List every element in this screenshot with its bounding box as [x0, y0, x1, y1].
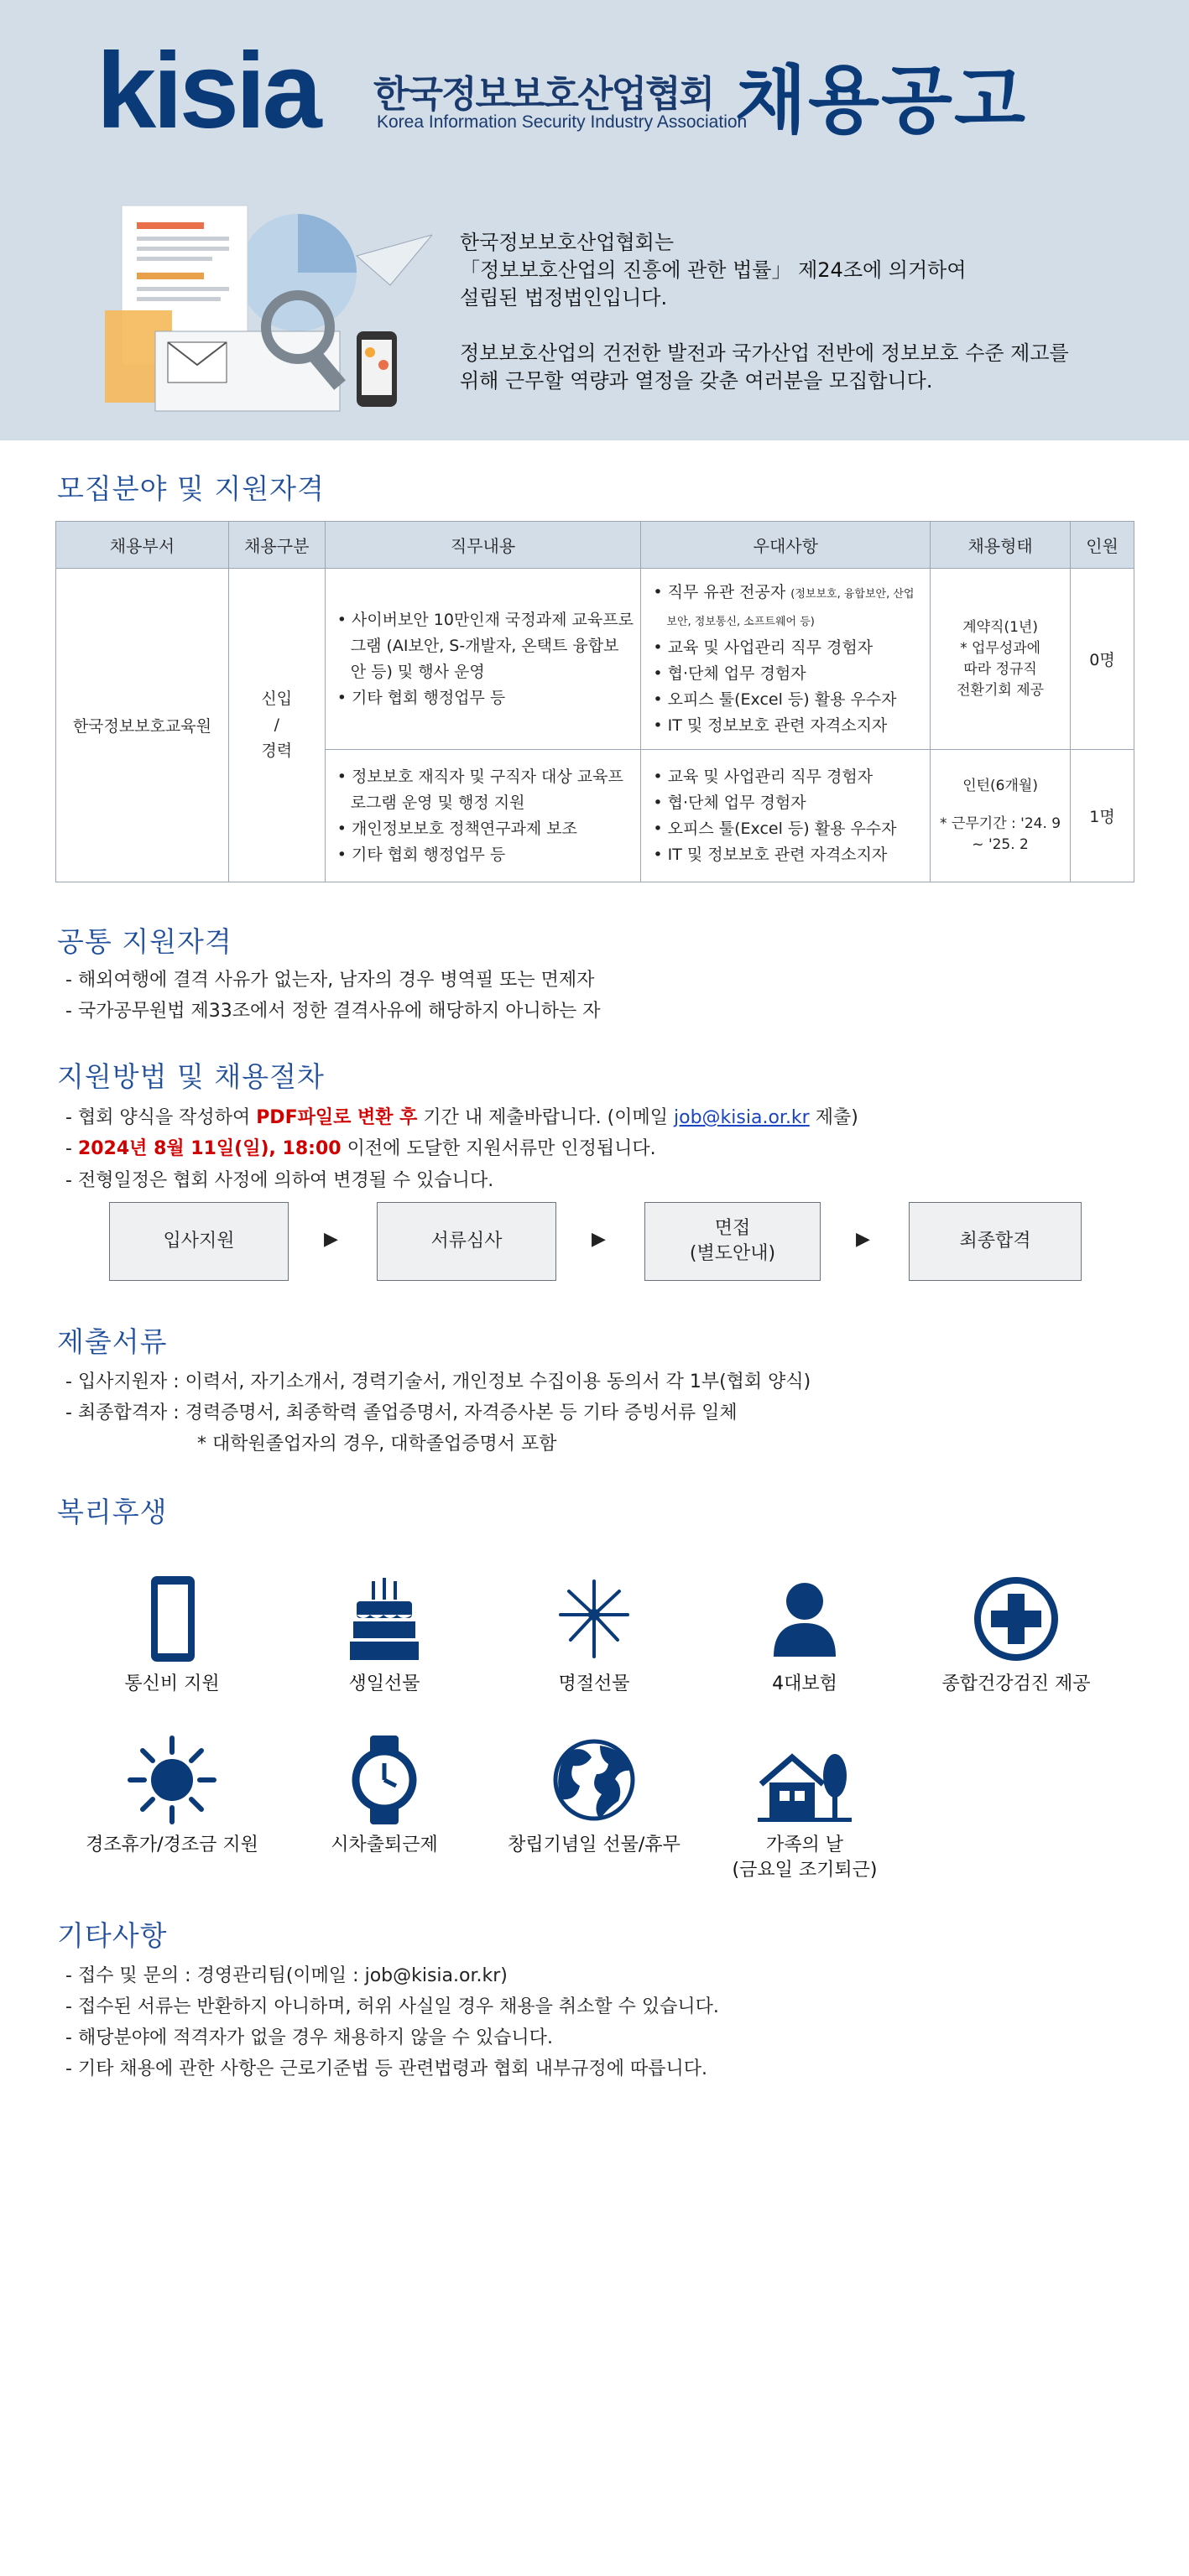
intro-line: 정보보호산업의 건전한 발전과 국가산업 전반에 정보보호 수준 제고를 [460, 341, 1069, 365]
cake-icon [338, 1573, 430, 1665]
list-item: - 접수된 서류는 반환하지 아니하며, 허위 사실일 경우 채용을 취소할 수 있습니다. [65, 1996, 719, 2017]
benefit-label: 통신비 지원 [124, 1673, 220, 1694]
email-link[interactable]: job@kisia.or.kr [674, 1107, 810, 1128]
category-text: 신입 [261, 690, 293, 708]
arrow-right-icon: ▶ [856, 1229, 870, 1250]
list-item: - 국가공무원법 제33조에서 정한 결격사유에 해당하지 아니하는 자 [65, 1001, 601, 1022]
list-item: • 협·단체 업무 경험자 [653, 664, 806, 683]
employment-type-cell: 계약직(1년) * 업무성과에 따라 정규직 전환기회 제공 [931, 569, 1071, 750]
list-item: - 해외여행에 결격 사유가 없는자, 남자의 경우 병역필 또는 면제자 [65, 970, 595, 991]
column-header: 채용부서 [56, 522, 229, 569]
duties-cell [325, 569, 641, 750]
category-text: 경력 [261, 742, 293, 760]
note-text: * 대학원졸업자의 경우, 대학졸업증명서 포함 [197, 1434, 557, 1455]
benefit-label: 경조휴가/경조금 지원 [86, 1834, 258, 1855]
benefit-item [485, 1573, 703, 1697]
section-heading-etc: 기타사항 [57, 1919, 168, 1952]
intro-text [460, 229, 1148, 395]
process-step: 입사지원 [109, 1202, 289, 1281]
benefit-label: 명절선물 [558, 1673, 630, 1694]
benefit-item [63, 1573, 281, 1697]
list-item: - 기타 채용에 관한 사항은 근로기준법 등 관련법령과 협회 내부규정에 따릅니다. [65, 2058, 707, 2079]
section-heading-apply: 지원방법 및 채용절차 [57, 1060, 325, 1093]
department-cell: 한국정보보호교육원 [56, 569, 229, 882]
benefit-label: 종합건강검진 제공 [941, 1673, 1091, 1694]
benefit-label: 4대보험 [772, 1673, 837, 1694]
list-item: - 입사지원자 : 이력서, 자기소개서, 경력기술서, 개인정보 수집이용 동의서 각 1부(협회 양식) [65, 1371, 811, 1392]
list-item: • 협·단체 업무 경험자 [653, 793, 806, 812]
list-item: • 교육 및 사업관리 직무 경험자 [653, 767, 873, 786]
section-heading-benefits: 복리후생 [57, 1496, 168, 1528]
table-row [56, 569, 1134, 750]
list-item: • 기타 협회 행정업무 등 [336, 688, 506, 707]
benefit-item [696, 1573, 914, 1697]
list-item: • 오피스 툴(Excel 등) 활용 우수자 [653, 819, 897, 838]
list-item: - 2024년 8월 11일(일), 18:00 이전에 도달한 지원서류만 인정됩니다. [65, 1138, 656, 1159]
list-item: • 개인정보보호 정책연구과제 보조 [336, 819, 578, 838]
benefit-item [696, 1734, 914, 1883]
arrow-right-icon: ▶ [324, 1229, 338, 1250]
benefit-item [275, 1734, 493, 1858]
intro-line: 한국정보보호산업협회는 [460, 231, 675, 254]
list-item: • IT 및 정보보호 관련 자격소지자 [653, 716, 888, 735]
intro-line: 위해 근무할 역량과 열정을 갖춘 여러분을 모집합니다. [460, 369, 933, 393]
header-banner [0, 0, 1189, 440]
office-illustration-icon [105, 185, 432, 419]
headcount-cell: 1명 [1071, 750, 1134, 882]
column-header: 우대사항 [641, 522, 931, 569]
benefit-label: 창립기념일 선물/휴무 [508, 1834, 681, 1855]
list-item: • 직무 유관 전공자 (정보보호, 융합보안, 산업보안, 정보통신, 소프트웨어 등) [653, 582, 915, 628]
benefit-label: 가족의 날 (금요일 조기퇴근) [732, 1834, 878, 1881]
list-item: • IT 및 정보보호 관련 자격소지자 [653, 845, 888, 864]
section-heading-common: 공통 지원자격 [57, 925, 232, 958]
list-item: • 정보보호 재직자 및 구직자 대상 교육프로그램 운영 및 행정 지원 [336, 767, 623, 812]
phone-icon [126, 1573, 218, 1665]
list-item: - 최종합격자 : 경력증명서, 최종학력 졸업증명서, 자격증사본 등 기타 증빙서류 일체 [65, 1402, 738, 1423]
process-step: 면접 (별도안내) [644, 1202, 821, 1281]
benefit-item [485, 1734, 703, 1858]
list-item: • 교육 및 사업관리 직무 경험자 [653, 637, 873, 657]
benefit-label: 시차출퇴근제 [331, 1834, 438, 1855]
column-header: 채용구분 [228, 522, 325, 569]
preferred-cell [641, 750, 931, 882]
benefit-item [63, 1734, 281, 1858]
duties-cell [325, 750, 641, 882]
column-header: 채용형태 [931, 522, 1071, 569]
process-step: 서류심사 [377, 1202, 556, 1281]
column-header: 인원 [1071, 522, 1134, 569]
sun-icon [122, 1734, 222, 1826]
benefit-item [907, 1573, 1125, 1697]
person-icon [759, 1573, 851, 1665]
benefit-item [275, 1573, 493, 1697]
fireworks-icon [544, 1573, 644, 1665]
intro-line: 「정보보호산업의 진흥에 관한 법률」 제24조에 의거하여 [460, 258, 967, 282]
category-cell [228, 569, 325, 882]
category-text: / [274, 716, 279, 734]
globe-icon [548, 1734, 640, 1826]
employment-type-cell: 인턴(6개월) * 근무기간 : '24. 9 ~ '25. 2 [931, 750, 1071, 882]
recruit-table [55, 521, 1134, 882]
process-step: 최종합격 [909, 1202, 1082, 1281]
table-header-row [56, 522, 1134, 569]
intro-line: 설립된 법정법인입니다. [460, 286, 668, 310]
headcount-cell: 0명 [1071, 569, 1134, 750]
house-icon [754, 1734, 855, 1826]
list-item: - 접수 및 문의 : 경영관리팀(이메일 : job@kisia.or.kr) [65, 1965, 508, 1986]
list-item: - 협회 양식을 작성하여 PDF파일로 변환 후 기간 내 제출바랍니다. (이메일 job@kisia.or.kr 제출) [65, 1107, 858, 1128]
org-name-en: Korea Information Security Industry Association [377, 112, 748, 132]
medical-cross-icon [970, 1573, 1062, 1665]
kisia-logo: kisia [96, 31, 319, 151]
list-item: • 기타 협회 행정업무 등 [336, 845, 506, 864]
column-header: 직무내용 [325, 522, 641, 569]
benefit-label: 생일선물 [348, 1673, 420, 1694]
page-title: 채용공고 [735, 57, 1028, 143]
list-item: • 사이버보안 10만인재 국정과제 교육프로그램 (AI보안, S-개발자, 온택트 융합보안 등) 및 행사 운영 [336, 610, 634, 681]
org-name-kr: 한국정보보호산업협회 [373, 73, 714, 116]
list-item: • 오피스 툴(Excel 등) 활용 우수자 [653, 690, 897, 709]
watch-icon [338, 1734, 430, 1826]
section-heading-docs: 제출서류 [57, 1325, 168, 1358]
preferred-cell [641, 569, 931, 750]
list-item: - 해당분야에 적격자가 없을 경우 채용하지 않을 수 있습니다. [65, 2027, 553, 2048]
section-heading-recruit: 모집분야 및 지원자격 [57, 472, 325, 505]
arrow-right-icon: ▶ [592, 1229, 606, 1250]
list-item: - 전형일정은 협회 사정에 의하여 변경될 수 있습니다. [65, 1170, 494, 1191]
